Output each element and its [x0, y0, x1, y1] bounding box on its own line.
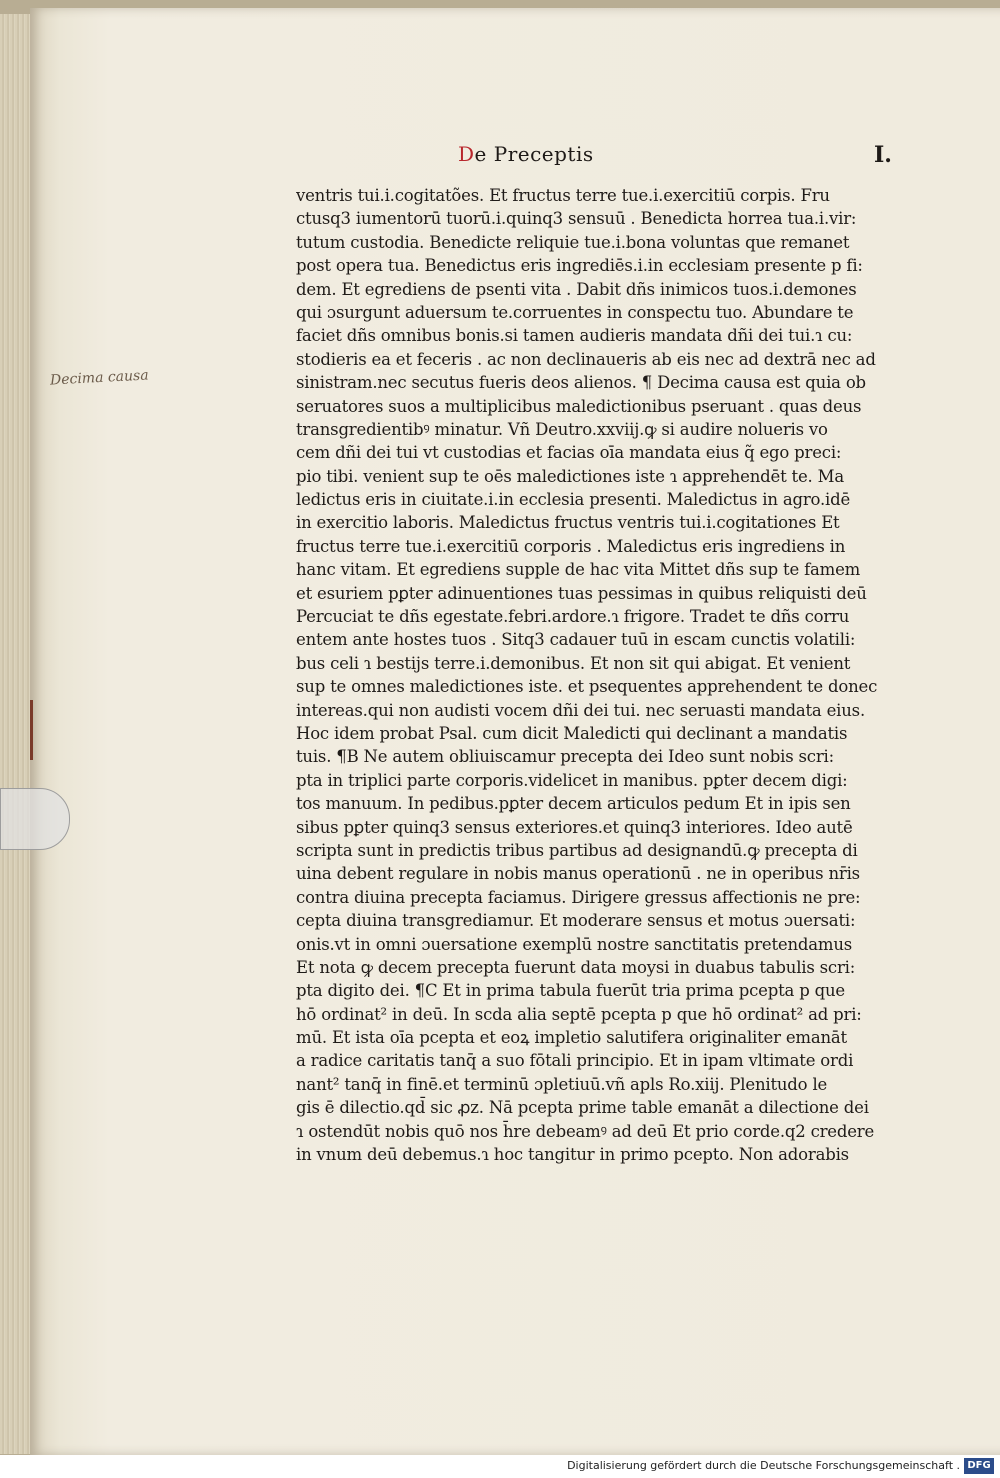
body-line: uina debent regulare in nobis manus operationū . ne in operibus nr̄is — [296, 864, 860, 884]
body-line: nant² tanq̄ in finē.et terminū ɔpletiuū.vñ apls Ro.xiij. Plenitudo le — [296, 1074, 828, 1094]
body-line: tutum custodia. Benedicte reliquie tue.i.bona voluntas que remanet — [296, 232, 850, 252]
body-line: cem dñi dei tui vt custodias et facias oīa mandata eius q̃ ego preci: — [296, 443, 842, 463]
body-line: cepta diuina transgrediamur. Et moderare sensus et motus ɔuersati: — [296, 911, 856, 931]
page-marker — [30, 700, 33, 760]
body-line: pta digito dei. ¶C Et in prima tabula fuerūt tria prima pcepta p que — [296, 981, 845, 1001]
body-line: post opera tua. Benedictus eris ingrediēs.i.in ecclesiam presente p fi: — [296, 256, 863, 276]
body-line: dem. Et egrediens de psenti vita . Dabit dñs inimicos tuos.i.demones — [296, 279, 857, 299]
body-line: in vnum deū debemus.ɿ hoc tangitur in primo pcepto. Non adorabis — [296, 1145, 849, 1165]
body-line: tos manuum. In pedibus.pꝑter decem articulos pedum Et in ipis sen — [296, 794, 851, 814]
body-line: tuis. ¶B Ne autem obliuiscamur precepta dei Ideo sunt nobis scri: — [296, 747, 834, 767]
body-line: sinistram.nec secutus fueris deos alienos. ¶ Decima causa est quia ob — [296, 373, 866, 393]
body-line: entem ante hostes tuos . Sitq3 cadauer tuū in escam cunctis volatili: — [296, 630, 856, 650]
body-text — [296, 184, 902, 1166]
body-line: in exercitio laboris. Maledictus fructus ventris tui.i.cogitationes Et — [296, 513, 840, 533]
body-line: hō ordinat² in deū. In scda alia septē pcepta p que hō ordinat² ad pri: — [296, 1004, 862, 1024]
body-line: sibus pꝑter quinq3 sensus exteriores.et quinq3 interiores. Ideo autē — [296, 817, 853, 837]
running-head-text: e Preceptis — [474, 142, 594, 166]
body-line: pta in triplici parte corporis.videlicet in manibus. pꝑter decem digi: — [296, 770, 848, 790]
body-line: a radice caritatis tanq̄ a suo fōtali principio. Et in ipam vltimate ordi — [296, 1051, 854, 1071]
body-line: Hoc idem probat Psal. cum dicit Maledicti qui declinant a mandatis — [296, 723, 848, 743]
body-line: Percuciat te dñs egestate.febri.ardore.ɿ frigore. Tradet te dñs corru — [296, 607, 850, 627]
body-line: pio tibi. venient sup te oēs maledictiones iste ɿ apprehendēt te. Ma — [296, 466, 844, 486]
body-line: gis ē dilectio.qd̄ sic ꝓz. Nā pcepta prime table emanāt a dilectione dei — [296, 1098, 869, 1118]
body-line: intereas.qui non audisti vocem dñi dei tui. nec seruasti mandata eius. — [296, 700, 865, 720]
body-line: fructus terre tue.i.exercitiū corporis . Maledictus eris ingrediens in — [296, 536, 846, 556]
body-line: ɿ ostendūt nobis quō nos h̄re debeamꝰ ad deū Et prio corde.q2 credere — [296, 1121, 875, 1141]
body-line: mū. Et ista oīa pcepta et eoꝝ impletio salutifera originaliter emanāt — [296, 1028, 847, 1048]
body-line: scripta sunt in predictis tribus partibus ad designandū.ꝙ precepta di — [296, 840, 858, 860]
body-line: et esuriem pꝑter adinuentiones tuas pessimas in quibus reliquisti deū — [296, 583, 867, 603]
body-line: stodieris ea et feceris . ac non declinaueris ab eis nec ad dextrā nec ad — [296, 349, 876, 369]
footer-credit: Digitalisierung gefördert durch die Deutsche Forschungsgemeinschaft . — [567, 1459, 960, 1472]
footer — [0, 1455, 1000, 1478]
running-head — [458, 142, 594, 166]
running-head-initial: D — [458, 142, 475, 166]
body-line: onis.vt in omni ɔuersatione exemplū nostre sanctitatis pretendamus — [296, 934, 853, 954]
body-line: Et nota ꝙ decem precepta fuerunt data moysi in duabus tabulis scri: — [296, 957, 856, 977]
body-line: seruatores suos a multiplicibus maledictionibus pseruant . quas deus — [296, 396, 862, 416]
body-line: ledictus eris in ciuitate.i.in ecclesia presenti. Maledictus in agro.idē — [296, 490, 851, 510]
margin-note: Decima causa — [49, 367, 149, 389]
body-line: ctusq3 iumentorū tuorū.i.quinq3 sensuū . Benedicta horrea tua.i.vir: — [296, 209, 857, 229]
body-line: bus celi ɿ bestijs terre.i.demonibus. Et non sit qui abigat. Et venient — [296, 653, 851, 673]
body-line: transgredientibꝰ minatur. Vñ Deutro.xxviij.ꝙ si audire nolueris vo — [296, 419, 828, 439]
folio-number: I. — [874, 142, 892, 168]
body-line: qui ɔsurgunt aduersum te.corruentes in conspectu tuo. Abundare te — [296, 302, 854, 322]
dfg-logo: DFG — [964, 1458, 994, 1474]
body-line: contra diuina precepta faciamus. Dirigere gressus affectionis ne pre: — [296, 887, 861, 907]
body-line: hanc vitam. Et egrediens supple de hac vita Mittet dñs sup te famem — [296, 560, 861, 580]
book-clip — [0, 788, 70, 850]
body-line: faciet dñs omnibus bonis.si tamen audieris mandata dñi dei tui.ɿ cu: — [296, 326, 853, 346]
body-line: ventris tui.i.cogitatões. Et fructus terre tue.i.exercitiū corpis. Fru — [296, 186, 830, 205]
body-line: sup te omnes maledictiones iste. et psequentes apprehendent te donec — [296, 677, 878, 697]
